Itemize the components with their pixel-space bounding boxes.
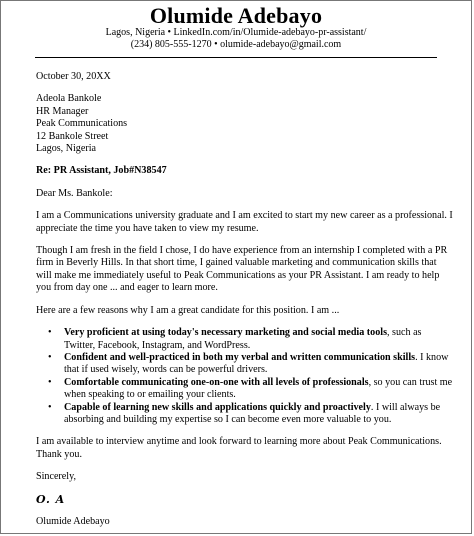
signer-name: Olumide Adebayo — [36, 515, 110, 527]
experience-paragraph: Though I am fresh in the field I chose, I do have experience from an internship I completed with a PR firm in Beverly Hills. In that short time, I gained valuable marketing and communication skills that will make me immediately useful to Peak Communications as your PR Assistant. I am ready to help you from day one ... and eager to learn more. — [36, 245, 448, 294]
reason-detail: , so you can trust me when speaking to or emailing your clients. — [64, 376, 453, 401]
header-divider — [35, 57, 437, 58]
reason-highlight: Very proficient at using today's necessary marketing and social media tools — [64, 327, 387, 339]
contact-line-phone-email: (234) 805-555-1270 • olumide-adebayo@gmail.com — [130, 39, 342, 50]
intro-paragraph: I am a Communications university graduate and I am excited to start my new career as a professional. I appreciate the time you have taken to view my resume. — [36, 210, 453, 234]
reason-highlight: Confident and well-practiced in both my verbal and written communication skills — [64, 351, 416, 363]
recipient-city: Lagos, Nigeria — [36, 143, 96, 155]
reason-detail: . I will always be absorbing and building my expertise so I can become even more valuable to you. — [64, 401, 441, 425]
reason-detail: . I know that if used wisely, words can be powerful drivers. — [64, 351, 449, 376]
signoff: Sincerely, — [36, 471, 76, 483]
letter-body — [36, 71, 453, 528]
reason-highlight: Comfortable communicating one-on-one with all levels of professionals — [64, 376, 369, 388]
recipient-block — [36, 93, 453, 155]
recipient-name: Adeola Bankole — [36, 93, 102, 105]
recipient-company: Peak Communications — [36, 118, 128, 130]
recipient-title: HR Manager — [36, 105, 89, 117]
subject-line: Re: PR Assistant, Job#N38547 — [36, 165, 167, 177]
list-item — [64, 377, 453, 402]
salutation: Dear Ms. Bankole: — [36, 187, 113, 199]
sender-name: Olumide Adebayo — [149, 3, 323, 28]
reasons-intro-paragraph: Here are a few reasons why I am a great candidate for this position. I am ... — [36, 304, 340, 316]
contact-line-location: Lagos, Nigeria • LinkedIn.com/in/Olumide-adebayo-pr-assistant/ — [105, 27, 367, 38]
list-item — [64, 327, 453, 352]
recipient-street: 12 Bankole Street — [36, 130, 109, 142]
signature: O. A — [36, 492, 66, 506]
list-item — [64, 402, 453, 427]
reason-highlight: Capable of learning new skills and applications quickly and proactively — [64, 401, 371, 413]
list-item — [64, 352, 453, 377]
letterhead — [1, 1, 471, 51]
closing-paragraph: I am available to interview anytime and look forward to learning more about Peak Communications. Thank you. — [36, 436, 442, 460]
letter-date: October 30, 20XX — [36, 71, 111, 82]
reasons-list — [36, 327, 453, 426]
reason-detail: , such as Twitter, Facebook, Instagram, and WordPress. — [64, 327, 422, 351]
